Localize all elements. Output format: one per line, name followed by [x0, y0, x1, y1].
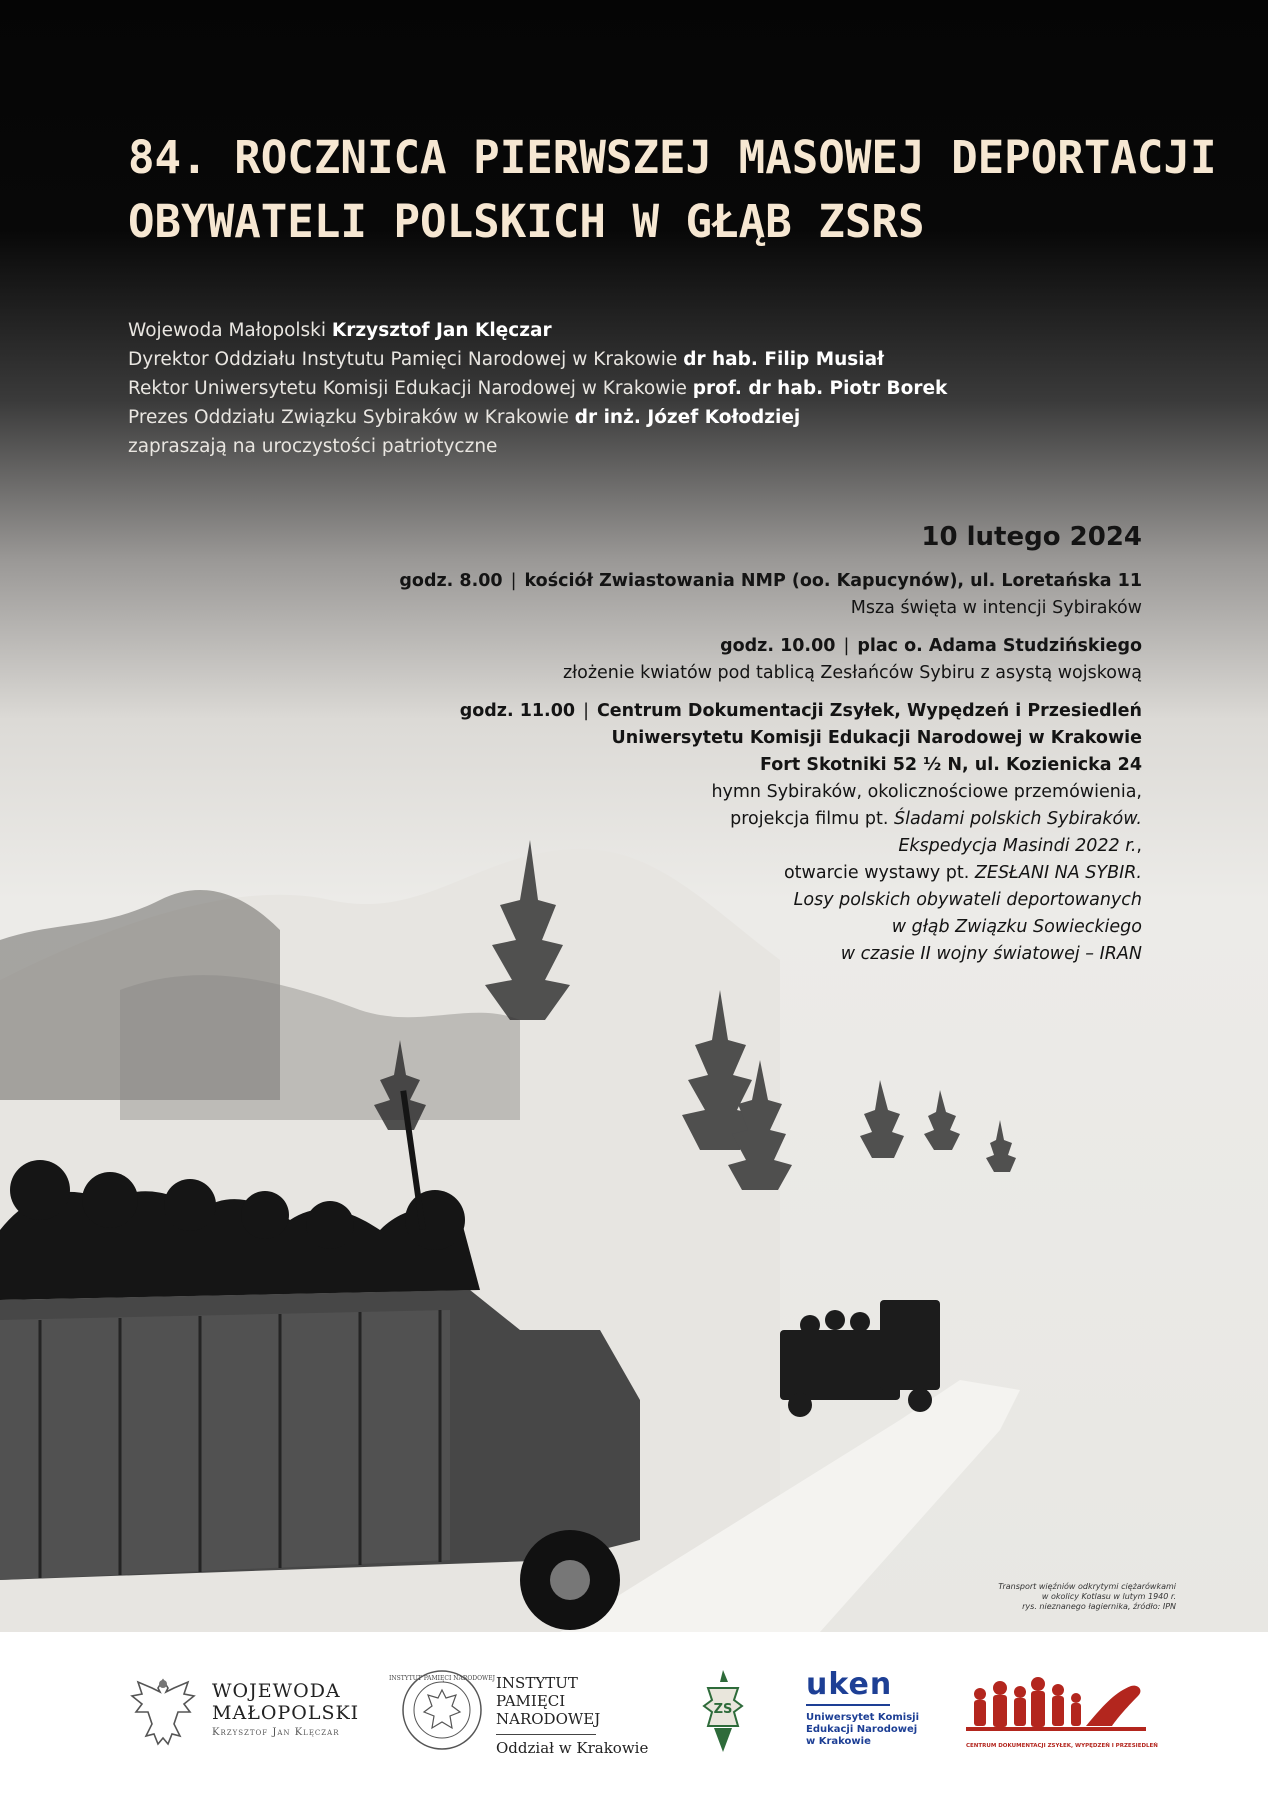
wojewoda-line-2: MAŁOPOLSKI	[212, 1702, 360, 1724]
uken-logo	[806, 1668, 926, 1768]
divider	[806, 1704, 890, 1706]
uken-line-2: Edukacji Narodowej	[806, 1724, 918, 1735]
uken-line-1: Uniwersytet Komisji	[806, 1712, 920, 1723]
divider	[496, 1734, 596, 1735]
event-2	[399, 633, 1142, 687]
ipn-seal-text: INSTYTUT PAMIĘCI NARODOWEJ	[389, 1675, 495, 1682]
illustration-caption: Transport więźniów odkrytymi ciężarówkami w okolicy Kotlasu w lutym 1940 r. rys. nieznanego łagiernika, źródło: IPN	[998, 1582, 1176, 1611]
uken-line-3: w Krakowie	[806, 1736, 871, 1747]
wojewoda-logo	[128, 1674, 360, 1754]
event-desc: Msza święta w intencji Sybiraków	[850, 598, 1142, 618]
uken-mark: uken	[806, 1667, 893, 1702]
event-address: Fort Skotniki 52 ½ N, ul. Kozienicka 24	[760, 755, 1142, 775]
ipn-line-1: INSTYTUT PAMIĘCI	[496, 1674, 578, 1710]
separator: |	[843, 636, 850, 656]
host-name: dr hab. Filip Musiał	[683, 349, 885, 370]
partner-logos	[0, 1632, 1268, 1793]
ipn-seal-icon	[389, 1668, 495, 1752]
title-line-2: OBYWATELI POLSKICH W GŁĄB ZSRS	[128, 195, 925, 248]
ipn-logo	[389, 1668, 650, 1758]
invite-text: zapraszają na uroczystości patriotyczne	[128, 436, 498, 457]
event-place-line: Uniwersytetu Komisji Edukacji Narodowej w Krakowie	[611, 728, 1142, 748]
event-desc: złożenie kwiatów pod tablicą Zesłańców Sybiru z asystą wojskową	[562, 663, 1142, 683]
event-desc: hymn Sybiraków, okolicznościowe przemówienia,	[711, 782, 1142, 802]
host-line: Rektor Uniwersytetu Komisji Edukacji Narodowej w Krakowie prof. dr hab. Piotr Borek	[128, 378, 948, 399]
deportees-silhouette-icon	[966, 1672, 1146, 1738]
event-place: Centrum Dokumentacji Zsyłek, Wypędzeń i Przesiedleń	[596, 701, 1142, 721]
ipn-line-2: NARODOWEJ	[496, 1710, 601, 1728]
event-time: godz. 8.00	[399, 571, 503, 591]
event-desc: otwarcie wystawy pt. ZESŁANI NA SYBIR.	[783, 863, 1142, 883]
sybiracy-letters: ZS	[713, 1702, 733, 1717]
event-desc: w głąb Związku Sowieckiego	[891, 917, 1142, 937]
host-line: Dyrektor Oddziału Instytutu Pamięci Narodowej w Krakowie dr hab. Filip Musiał	[128, 349, 885, 370]
host-name: Krzysztof Jan Klęczar	[331, 320, 552, 341]
event-desc: w czasie II wojny światowej – IRAN	[840, 944, 1142, 964]
ipn-line-3: Oddział w Krakowie	[496, 1739, 649, 1757]
centrum-logo	[966, 1672, 1158, 1756]
cross-emblem-icon	[698, 1666, 748, 1756]
program	[399, 520, 1142, 979]
event-date: 10 lutego 2024	[921, 522, 1142, 552]
event-place: plac o. Adama Studzińskiego	[857, 636, 1142, 656]
wojewoda-line-1: WOJEWODA	[212, 1680, 341, 1702]
host-name: dr inż. Józef Kołodziej	[574, 407, 801, 428]
poster-title	[128, 126, 1217, 254]
event-time: godz. 11.00	[459, 701, 576, 721]
title-line-1: 84. ROCZNICA PIERWSZEJ MASOWEJ DEPORTACJI	[128, 131, 1217, 184]
host-name: prof. dr hab. Piotr Borek	[692, 378, 948, 399]
event-desc: Losy polskich obywateli deportowanych	[793, 890, 1142, 910]
separator: |	[583, 701, 589, 721]
event-time: godz. 10.00	[720, 636, 836, 656]
hosts-list	[128, 316, 947, 461]
centrum-label: CENTRUM DOKUMENTACJI ZSYŁEK, WYPĘDZEŃ I PRZESIEDLEŃ	[966, 1743, 1158, 1749]
event-desc: projekcja filmu pt. Śladami polskich Sybiraków.	[730, 809, 1142, 829]
host-line: Wojewoda Małopolski Krzysztof Jan Klęczar	[128, 320, 552, 341]
separator: |	[510, 571, 517, 591]
host-line: Prezes Oddziału Związku Sybiraków w Krakowie dr inż. Józef Kołodziej	[128, 407, 801, 428]
sybiracy-logo	[698, 1666, 748, 1756]
wojewoda-line-3: Krzysztof Jan Klęczar	[212, 1727, 340, 1738]
event-3	[399, 698, 1142, 968]
event-1	[399, 568, 1142, 622]
eagle-icon	[128, 1674, 198, 1750]
event-place: kościół Zwiastowania NMP (oo. Kapucynów), ul. Loretańska 11	[524, 571, 1142, 591]
event-desc: Ekspedycja Masindi 2022 r.,	[898, 836, 1142, 856]
